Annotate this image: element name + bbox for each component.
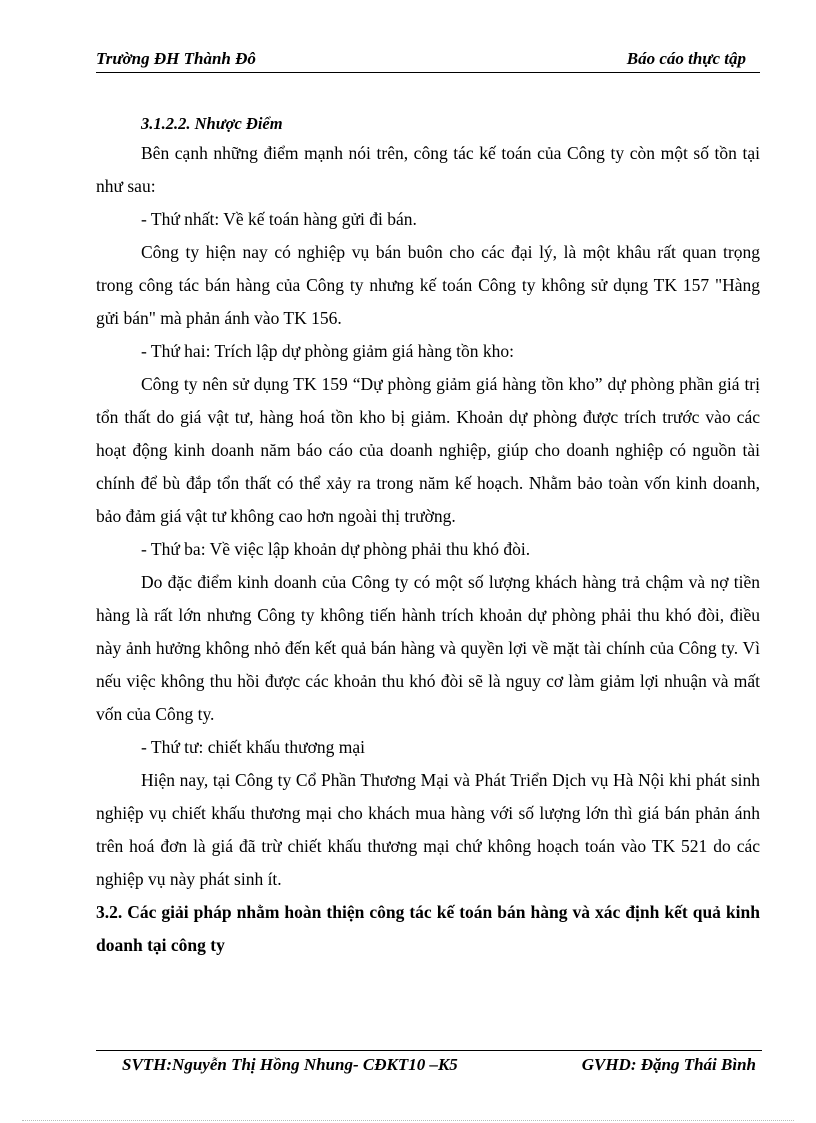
- header-school-name: Trường ĐH Thành Đô: [96, 49, 256, 68]
- paragraph-point-2-title: - Thứ hai: Trích lập dự phòng giảm giá hàng tồn kho:: [141, 341, 514, 361]
- footer-student-info: SVTH:Nguyễn Thị Hồng Nhung- CĐKT10 –K5: [122, 1055, 458, 1074]
- document-body: [96, 110, 760, 962]
- paragraph-point-1-title: - Thứ nhất: Về kế toán hàng gửi đi bán.: [141, 209, 417, 229]
- page-footer: [96, 1050, 762, 1081]
- paragraph-point-1-body: Công ty hiện nay có nghiệp vụ bán buôn cho các đại lý, là một khâu rất quan trọng trong công tác bán hàng của Công ty nhưng kế toán Công ty không sử dụng TK 157 "Hàng gửi bán" mà phản ánh vào TK 156.: [96, 242, 760, 328]
- page-bottom-divider: [22, 1120, 794, 1121]
- paragraph-intro: Bên cạnh những điểm mạnh nói trên, công tác kế toán của Công ty còn một số tồn tại như sau:: [96, 143, 760, 196]
- paragraph-point-3-body: Do đặc điểm kinh doanh của Công ty có một số lượng khách hàng trả chậm và nợ tiền hàng là rất lớn nhưng Công ty không tiến hành trích khoản dự phòng phải thu khó đòi, điều này ảnh hưởng không nhỏ đến kết quả bán hàng và quyền lợi về mặt tài chính của Công ty. Vì nếu việc không thu hồi được các khoản thu khó đòi sẽ là nguy cơ làm giảm lợi nhuận và mất vốn của Công ty.: [96, 572, 760, 724]
- paragraph-point-4-title: - Thứ tư: chiết khấu thương mại: [141, 737, 366, 757]
- chapter-heading: 3.2. Các giải pháp nhằm hoàn thiện công tác kế toán bán hàng và xác định kết quả kinh doanh tại công ty: [96, 902, 760, 955]
- section-heading: 3.1.2.2. Nhược Điểm: [141, 114, 283, 133]
- paragraph-point-2-body: Công ty nên sử dụng TK 159 “Dự phòng giảm giá hàng tồn kho” dự phòng phần giá trị tổn thất do giá vật tư, hàng hoá tồn kho bị giảm. Khoản dự phòng được trích trước vào các hoạt động kinh doanh năm báo cáo của doanh nghiệp, giúp cho doanh nghiệp có nguồn tài chính để bù đắp tổn thất có thể xảy ra trong năm kế hoạch. Nhằm bảo toàn vốn kinh doanh, bảo đảm giá vật tư không cao hơn ngoài thị trường.: [96, 374, 760, 526]
- header-report-title: Báo cáo thực tập: [626, 49, 746, 68]
- page-header: [96, 46, 760, 73]
- paragraph-point-4-body: Hiện nay, tại Công ty Cổ Phần Thương Mại và Phát Triển Dịch vụ Hà Nội khi phát sinh nghiệp vụ chiết khấu thương mại cho khách mua hàng với số lượng lớn thì giá bán phản ánh trên hoá đơn là giá đã trừ chiết khấu thương mại chứ không hoạch toán vào TK 521 do các nghiệp vụ này phát sinh ít.: [96, 770, 760, 889]
- footer-supervisor-info: GVHD: Đặng Thái Bình: [581, 1055, 756, 1074]
- paragraph-point-3-title: - Thứ ba: Về việc lập khoản dự phòng phải thu khó đòi.: [141, 539, 531, 559]
